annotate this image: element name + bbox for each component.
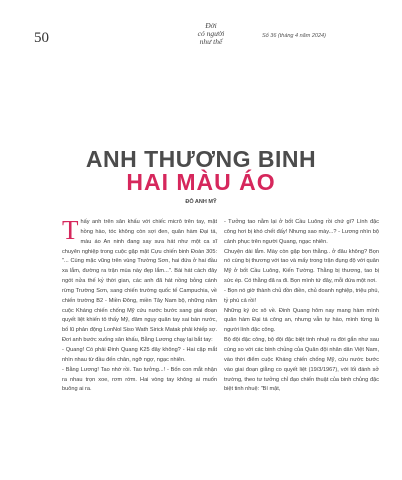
paragraph: - Bằng Lương! Tao nhớ rồi. Tao tưởng...! - Bốn con mắt nhận ra nhau trọn xoe, rơm rớm. Hai vòng tay không ai muốn buông ai ra. [62,366,217,393]
paragraph: Bộ đội đặc công, bộ đội đặc biệt tinh nhuệ ra đời gắn như sau cùng so với các binh chủng của Quân đội nhân dân Việt Nam, vào thời điểm cuộc Kháng chiến chống Mỹ, cứu nước bước vào giai đoạn giằng co quyết liệt (19/3/1967), với lối đánh sở trường, theo tư tưởng chỉ đạo chiến thuật của binh chủng đặc biệt tinh nhuệ: "Bí mật, [224,337,379,393]
article-title-line1: ANH THƯƠNG BINH [85,146,317,172]
paragraph: Chuyện dài lắm. Mày còn gặp bọn thằng.. ở đâu không? Bọn nó cùng bị thương với tao và mấy trong trận đụng độ với quân Mỹ ở bốt Cầu Luông, Kiến Tường. Thằng bị thương, tao bị sức ép. Có thằng đã ra đi. Bọn mình tứ đây, mỗi đứa một nơi. [224,248,379,285]
paragraph: - Bọn nó giờ thành chủ đồn điền, chủ doanh nghiệp, triệu phú, tỷ phú cả rồi! [224,287,379,304]
logo-line: như thế [199,37,223,46]
page-number: 50 [34,30,49,46]
paragraph: Những ký ức xô về. Đinh Quang hôm nay mang hàm mình quân hàm Đại tá công an, nhưng vẫn tự hào, mình từng là người lính đặc công. [224,307,379,334]
drop-cap: T [62,215,79,245]
author-byline: ĐỖ ANH MỸ [185,199,217,205]
article-title-line2: HAI MÀU ÁO [126,169,276,195]
paragraph: hấy anh trên sân khấu với chiếc micrô trên tay, mặt hồng hào, tóc không còn sợi đen, quân hàm Đại tá, màu áo An ninh đang say sưa hát như một ca sĩ chuyên nghiệp trong cuộc gặp mặt Cựu chiến binh Đoàn 305: "... Cùng mặc vũng trên vùng Trường Sơn, hai đứa ở hai đầu xa lắm, đường ra trận mùa này đẹp lắm...". Bài hát cách đây ngót nửa thế kỷ thời gian, các anh đã hát nồng bỏng cánh rừng Trường Sơn, sang chiến trường quốc tế Campuchia, về chiến trường B2 - Miền Đông, miền Tây Nam bộ, những năm cuộc Kháng chiến chống Mỹ cứu nước bước sang giai đoạn quyết liệt khiến tô thấy Mỹ, đâm ngụy quân tay sai bán nước, bố lũ phản động LonNol Siso Wath Sirick Matak phải khiếp sợ. Đơi anh bước xuống sân khấu, Bằng Lương chạy lại bắt tay: [62,219,217,344]
issue-info: Số 36 (tháng 4 năm 2024) [262,33,326,39]
logo-line: Đời [205,21,217,30]
paragraph: - Tưởng tao nằm lại ở bốt Cầu Luông rồi chứ gì? Lính đặc công hơi bị khó chết đấy! Nhưng sao mày...? - Lương nhìn bộ cảnh phục trên người Quang, ngạc nhiên. [224,219,379,245]
logo-line: có người [197,29,225,38]
article-column-right [224,218,379,395]
magazine-logo [190,22,232,46]
article-column-left [62,215,217,395]
paragraph: - Quang! Có phải Đinh Quang K25 đây không? - Hai cặp mắt nhìn nhau từ đầu đến chân, ngỡ ngợ, ngạc nhiên. [62,346,217,363]
